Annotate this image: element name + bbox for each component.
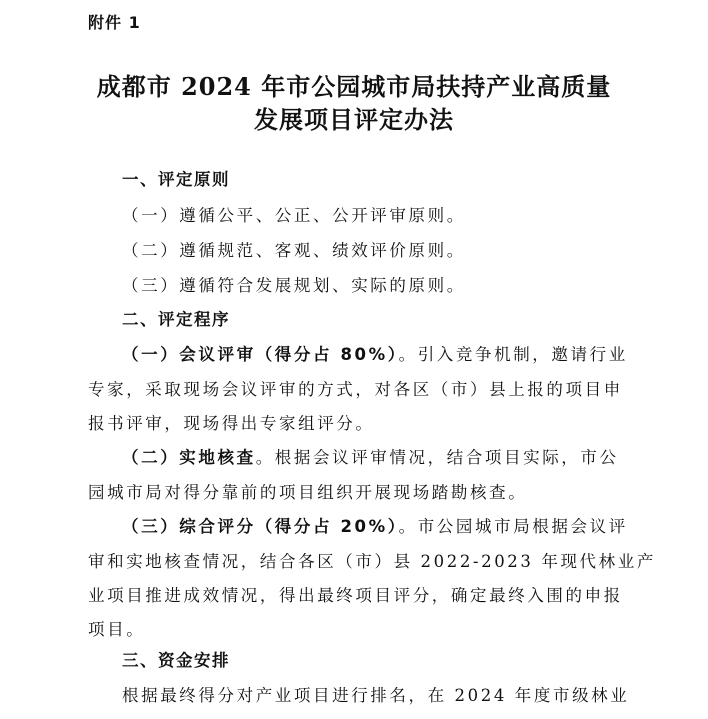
section1-heading: 一、评定原则	[122, 170, 230, 189]
section1-item-1: （一）遵循公平、公正、公开评审原则。	[122, 206, 466, 225]
section1-item-2: （二）遵循规范、客观、绩效评价原则。	[122, 241, 466, 260]
section2-item1-line3: 报书评审，现场得出专家组评分。	[88, 414, 375, 433]
section2-item1-line2: 专家，采取现场会议评审的方式，对各区（市）县上报的项目申	[88, 380, 623, 399]
section2-item3-line4: 项目。	[88, 620, 146, 639]
section2-item1-text: 。引入竞争机制，邀请行业	[398, 345, 628, 364]
section2-item1-lead: （一）会议评审（得分占 80%）	[122, 345, 399, 364]
section2-item2-text: 。根据会议评审情况，结合项目实际，市公	[255, 448, 619, 467]
section3-line1: 根据最终得分对产业项目进行排名，在 2024 年度市级林业	[122, 686, 630, 705]
section2-item3-text: 。市公园城市局根据会议评	[398, 517, 628, 536]
section2-item3-line3: 业项目推进成效情况，得出最终项目评分，确定最终入围的申报	[88, 586, 623, 605]
document-title-line2: 发展项目评定办法	[254, 105, 454, 134]
section2-item3-lead: （三）综合评分（得分占 20%）	[122, 517, 399, 536]
section2-item3-line1	[122, 513, 628, 537]
section2-item2-line2: 园城市局对得分靠前的项目组织开展现场踏勘核查。	[88, 483, 528, 502]
section2-heading: 二、评定程序	[122, 310, 230, 329]
section2-item3-line2: 审和实地核查情况，结合各区（市）县 2022-2023 年现代林业产	[88, 552, 656, 571]
section2-item1-line1	[122, 341, 628, 365]
section3-heading: 三、资金安排	[122, 651, 230, 670]
document-title-line1: 成都市 2024 年市公园城市局扶持产业高质量	[96, 72, 612, 101]
section2-item2-line1	[122, 444, 619, 468]
section2-item2-lead: （二）实地核查	[122, 448, 256, 467]
attachment-label: 附件 1	[88, 13, 141, 32]
section1-item-3: （三）遵循符合发展规划、实际的原则。	[122, 276, 466, 295]
